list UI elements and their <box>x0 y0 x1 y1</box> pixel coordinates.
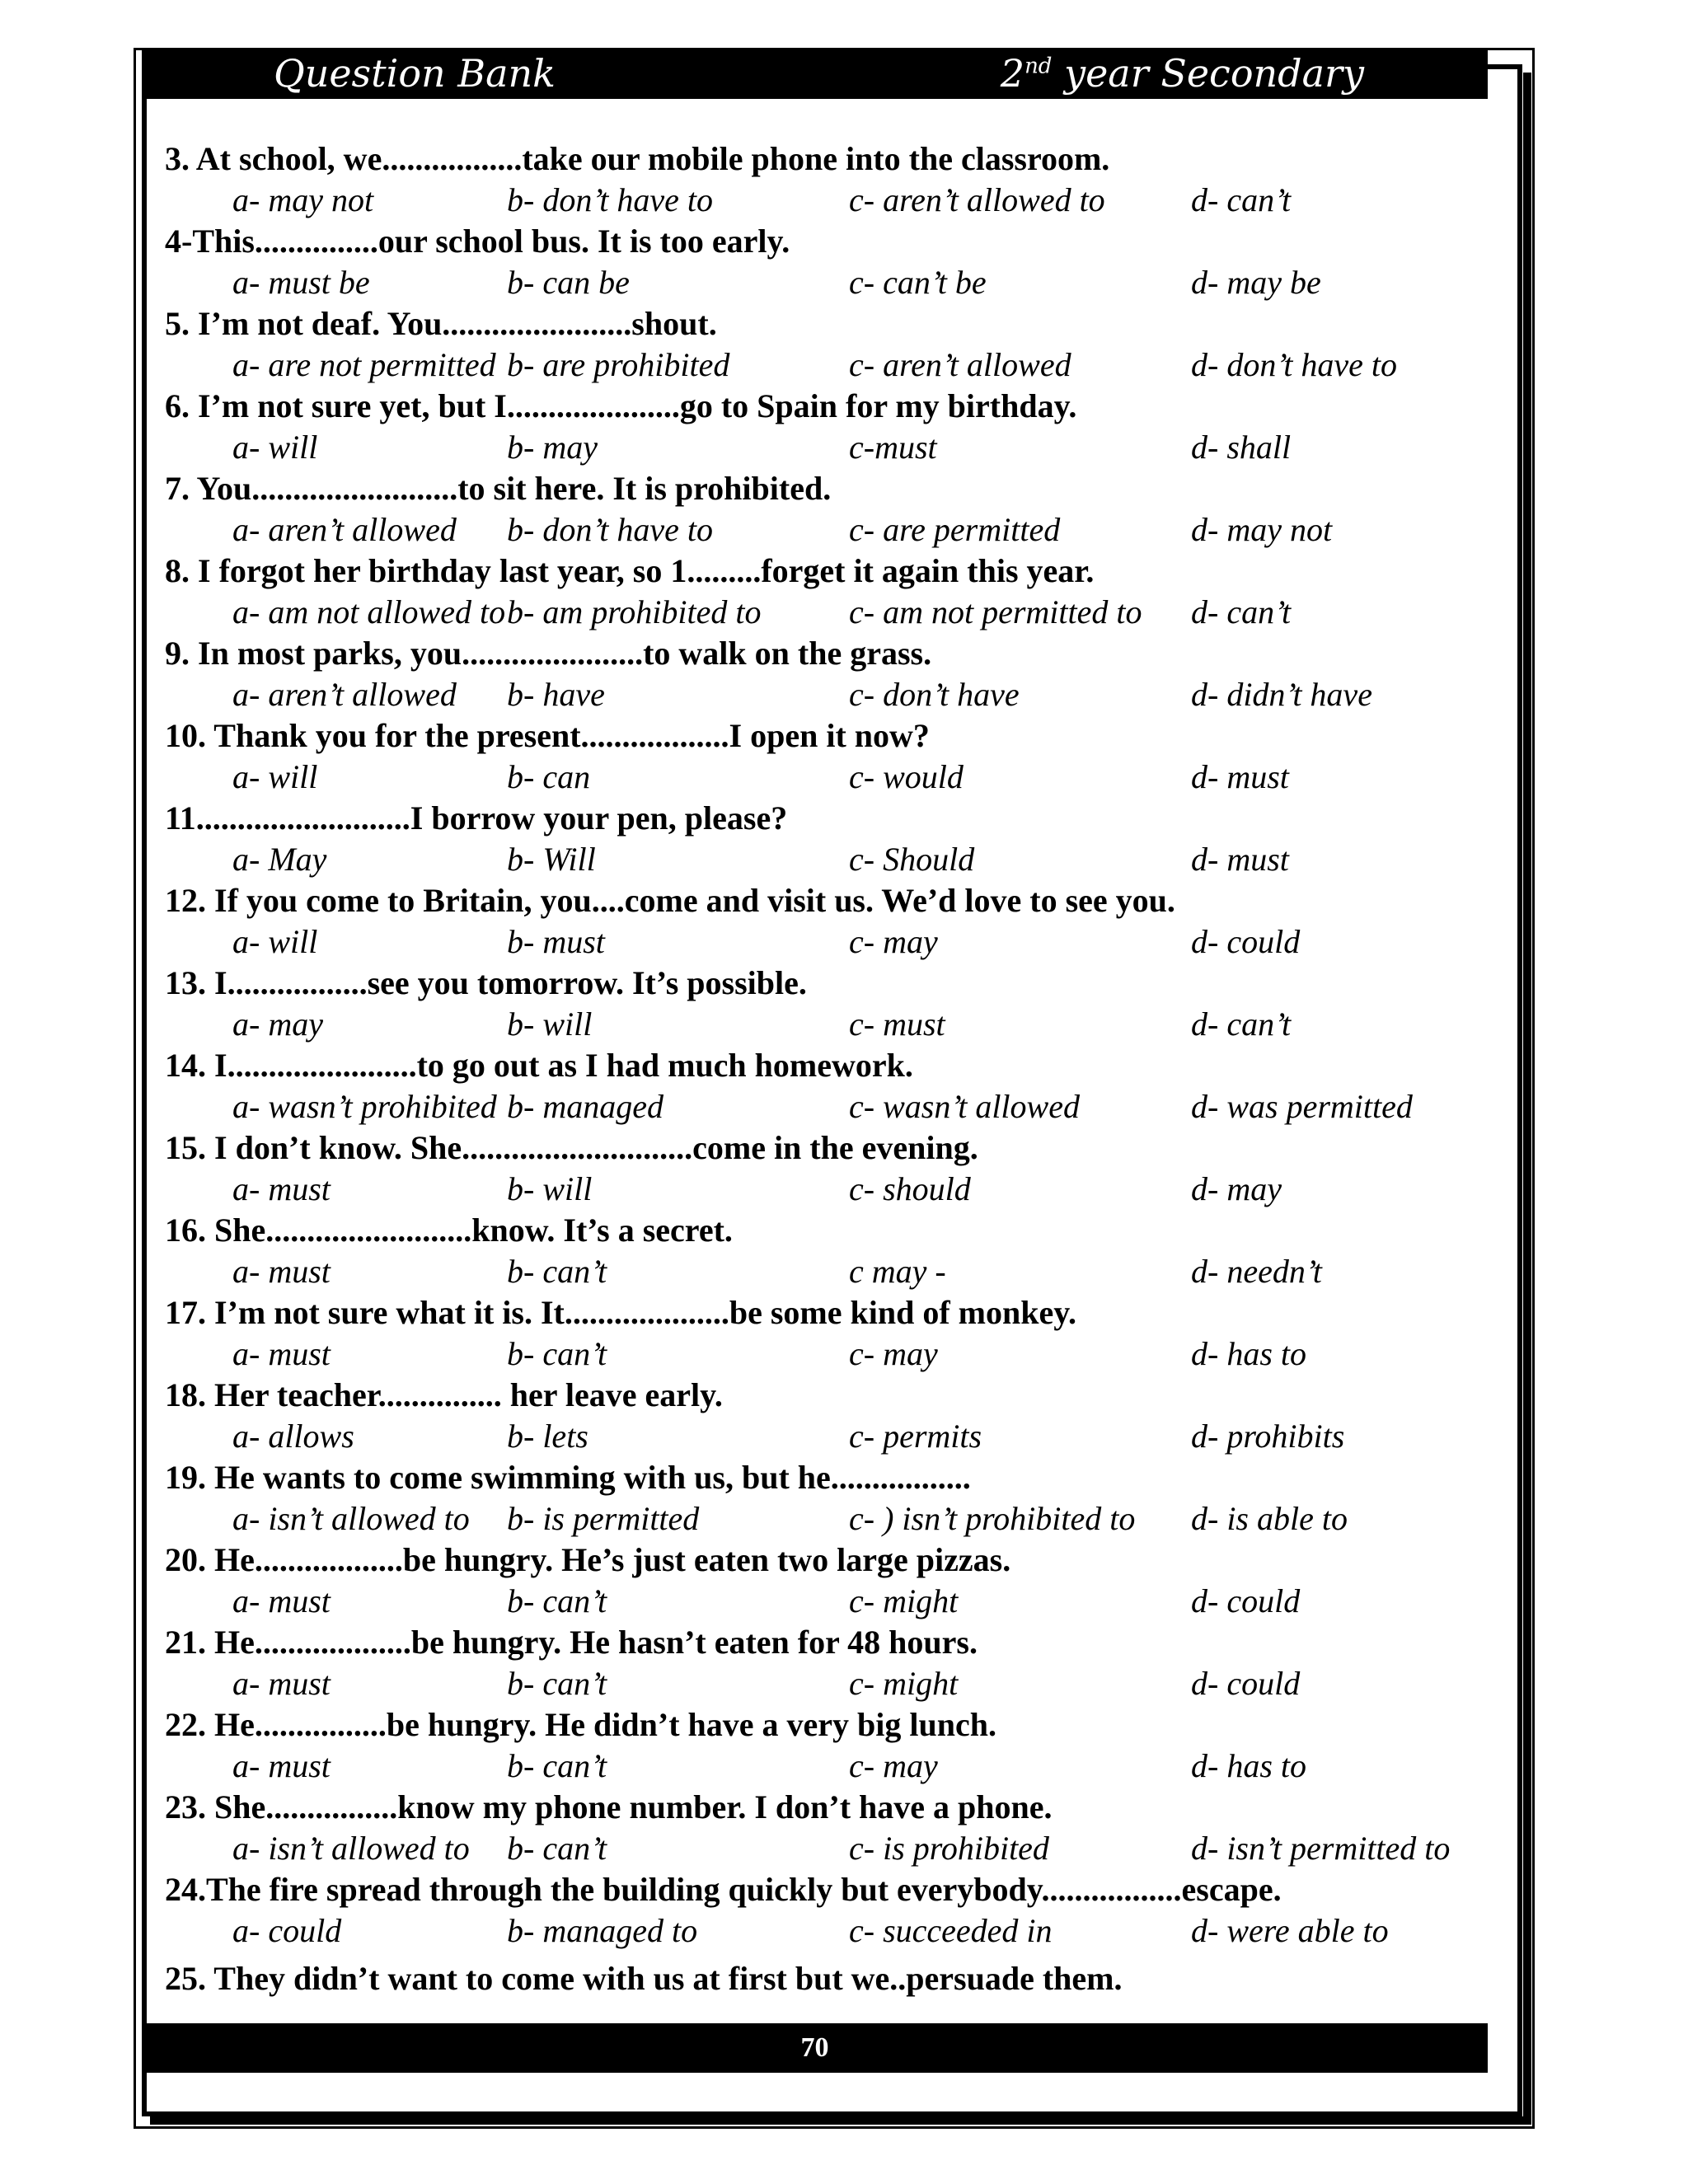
answer-option: b- will <box>507 1170 593 1207</box>
answer-option: a- could <box>232 1912 342 1949</box>
answer-option: b- have <box>507 676 605 713</box>
answer-option: c- is prohibited <box>849 1830 1049 1867</box>
answer-option: d- could <box>1191 923 1301 960</box>
grade-ordinal-suffix: nd <box>1025 54 1053 79</box>
answer-option: c- aren’t allowed <box>849 346 1071 383</box>
answer-option: b- don’t have to <box>507 511 713 548</box>
question-text: 10. Thank you for the present..................I open it now? <box>165 717 930 754</box>
answer-options <box>165 509 1451 551</box>
answer-option: a- must <box>232 1747 331 1784</box>
answer-options <box>165 1004 1451 1045</box>
answer-option: c-must <box>849 429 937 466</box>
answer-options <box>165 1663 1451 1704</box>
answer-option: b- lets <box>507 1418 588 1455</box>
answer-option: b- can <box>507 758 591 795</box>
answer-option: b- will <box>507 1005 593 1043</box>
answer-option: c- may <box>849 1335 938 1372</box>
answer-option: b- managed to <box>507 1912 698 1949</box>
answer-option: d- isn’t permitted to <box>1191 1830 1451 1867</box>
answer-options <box>165 674 1451 715</box>
question-text: 11..........................I borrow your pen, please? <box>165 799 788 837</box>
answer-option: c may - <box>849 1253 946 1290</box>
answer-option: d- has to <box>1191 1747 1306 1784</box>
answer-option: b- can’t <box>507 1253 607 1290</box>
question-text: 19. He wants to come swimming with us, but he................. <box>165 1459 971 1496</box>
answer-options <box>165 1333 1451 1375</box>
answer-option: a- isn’t allowed to <box>232 1830 470 1867</box>
answer-option: d- don’t have to <box>1191 346 1397 383</box>
grade-label: year Secondary <box>1052 51 1364 96</box>
answer-option: a- may not <box>232 181 374 218</box>
answer-option: d- may not <box>1191 511 1333 548</box>
frame-shadow-right <box>1523 73 1531 2125</box>
answer-option: b- can’t <box>507 1335 607 1372</box>
answer-option: b- can be <box>507 264 630 301</box>
question-text: 18. Her teacher............... her leave early. <box>165 1376 723 1413</box>
answer-option: a- isn’t allowed to <box>232 1500 470 1537</box>
answer-option: a- must be <box>232 264 370 301</box>
question-text: 9. In most parks, you......................to walk on the grass. <box>165 635 932 672</box>
question-text: 14. I.......................to go out as I had much homework. <box>165 1047 913 1084</box>
question-text: 15. I don’t know. She............................come in the evening. <box>165 1129 978 1166</box>
answer-option: b- can’t <box>507 1665 607 1702</box>
answer-option: d- could <box>1191 1582 1301 1619</box>
footer-bar <box>142 2023 1488 2073</box>
answer-option: a- may <box>232 1005 323 1043</box>
answer-option: d- were able to <box>1191 1912 1389 1949</box>
answer-options <box>165 1498 1451 1540</box>
answer-option: c- must <box>849 1005 945 1043</box>
answer-option: a- aren’t allowed <box>232 511 457 548</box>
question-list <box>165 138 1451 1999</box>
question-text: 4-This...............our school bus. It is too early. <box>165 223 790 260</box>
question-text: 5. I’m not deaf. You.......................shout. <box>165 305 717 342</box>
answer-option: d- needn’t <box>1191 1253 1322 1290</box>
answer-option: a- allows <box>232 1418 354 1455</box>
answer-option: a- must <box>232 1335 331 1372</box>
answer-options <box>165 757 1451 798</box>
answer-options <box>165 1581 1451 1622</box>
answer-option: c- permits <box>849 1418 982 1455</box>
question-text: 21. He...................be hungry. He hasn’t eaten for 48 hours. <box>165 1624 978 1661</box>
question-text: 22. He................be hungry. He didn’t have a very big lunch. <box>165 1706 996 1743</box>
answer-option: d- can’t <box>1191 181 1292 218</box>
answer-options <box>165 1416 1451 1457</box>
answer-option: d- could <box>1191 1665 1301 1702</box>
answer-option: a- will <box>232 429 318 466</box>
question-text: 25. They didn’t want to come with us at first but we..persuade them. <box>165 1960 1123 1997</box>
answer-options <box>165 180 1451 221</box>
answer-option: b- must <box>507 923 605 960</box>
answer-option: d- can’t <box>1191 593 1292 630</box>
answer-option: c- wasn’t allowed <box>849 1088 1080 1125</box>
answer-options <box>165 1910 1451 1952</box>
answer-option: c- may <box>849 1747 938 1784</box>
answer-option: c- are permitted <box>849 511 1061 548</box>
answer-option: a- wasn’t prohibited <box>232 1088 497 1125</box>
answer-option: c- ) isn’t prohibited to <box>849 1500 1136 1537</box>
answer-option: d- must <box>1191 841 1289 878</box>
answer-option: b- are prohibited <box>507 346 730 383</box>
answer-option: c- am not permitted to <box>849 593 1142 630</box>
answer-options <box>165 921 1451 963</box>
answer-option: b- managed <box>507 1088 663 1125</box>
answer-option: a- must <box>232 1665 331 1702</box>
answer-option: a- aren’t allowed <box>232 676 457 713</box>
answer-option: a- May <box>232 841 327 878</box>
question-text: 8. I forgot her birthday last year, so 1.........forget it again this year. <box>165 552 1095 589</box>
answer-options <box>165 592 1451 633</box>
answer-option: c- can’t be <box>849 264 987 301</box>
answer-option: d- was permitted <box>1191 1088 1413 1125</box>
answer-option: a- must <box>232 1582 331 1619</box>
answer-option: d- didn’t have <box>1191 676 1372 713</box>
question-text: 24.The fire spread through the building quickly but everybody.................escape. <box>165 1871 1282 1908</box>
answer-option: d- can’t <box>1191 1005 1292 1043</box>
answer-option: a- will <box>232 758 318 795</box>
answer-option: d- may <box>1191 1170 1282 1207</box>
answer-options <box>165 427 1451 468</box>
answer-option: b- don’t have to <box>507 181 713 218</box>
answer-options <box>165 1746 1451 1787</box>
answer-option: d- prohibits <box>1191 1418 1345 1455</box>
answer-option: b- am prohibited to <box>507 593 762 630</box>
answer-option: b- may <box>507 429 598 466</box>
answer-option: b- is permitted <box>507 1500 700 1537</box>
page-number: 70 <box>800 2032 829 2063</box>
question-text: 23. She................know my phone number. I don’t have a phone. <box>165 1788 1053 1825</box>
question-text: 6. I’m not sure yet, but I.....................go to Spain for my birthday. <box>165 387 1077 424</box>
answer-option: c- might <box>849 1582 959 1619</box>
frame-shadow-bottom <box>150 2116 1531 2125</box>
answer-option: a- am not allowed to <box>232 593 506 630</box>
header-title: Question Bank <box>274 51 556 96</box>
question-text: 17. I’m not sure what it is. It....................be some kind of monkey. <box>165 1294 1076 1331</box>
answer-option: d- is able to <box>1191 1500 1348 1537</box>
answer-option: d- has to <box>1191 1335 1306 1372</box>
header-bar <box>142 48 1488 99</box>
answer-option: d- must <box>1191 758 1289 795</box>
answer-option: b- Will <box>507 841 596 878</box>
question-text: 20. He..................be hungry. He’s just eaten two large pizzas. <box>165 1541 1011 1578</box>
answer-option: c- succeeded in <box>849 1912 1053 1949</box>
answer-options <box>165 262 1451 303</box>
answer-option: c- Should <box>849 841 975 878</box>
question-text: 3. At school, we.................take our mobile phone into the classroom. <box>165 140 1110 177</box>
answer-option: d- shall <box>1191 429 1292 466</box>
answer-option: c- aren’t allowed to <box>849 181 1105 218</box>
answer-option: d- may be <box>1191 264 1321 301</box>
answer-options <box>165 1828 1451 1869</box>
header-grade <box>1001 51 1364 96</box>
answer-options <box>165 344 1451 386</box>
answer-option: c- might <box>849 1665 959 1702</box>
answer-option: b- can’t <box>507 1582 607 1619</box>
answer-options <box>165 1251 1451 1292</box>
answer-option: b- can’t <box>507 1830 607 1867</box>
answer-options <box>165 1169 1451 1210</box>
answer-option: b- can’t <box>507 1747 607 1784</box>
answer-option: c- don’t have <box>849 676 1020 713</box>
answer-option: a- are not permitted <box>232 346 496 383</box>
answer-option: c- should <box>849 1170 971 1207</box>
question-text: 16. She.........................know. It’s a secret. <box>165 1212 733 1249</box>
answer-option: a- must <box>232 1170 331 1207</box>
answer-option: a- will <box>232 923 318 960</box>
grade-number: 2 <box>1000 51 1025 96</box>
answer-option: c- may <box>849 923 938 960</box>
answer-options <box>165 1086 1451 1127</box>
answer-option: c- would <box>849 758 964 795</box>
question-text: 12. If you come to Britain, you....come and visit us. We’d love to see you. <box>165 882 1175 919</box>
question-text: 7. You.........................to sit here. It is prohibited. <box>165 470 832 507</box>
answer-options <box>165 839 1451 880</box>
answer-option: a- must <box>232 1253 331 1290</box>
question-text: 13. I.................see you tomorrow. It’s possible. <box>165 964 807 1001</box>
